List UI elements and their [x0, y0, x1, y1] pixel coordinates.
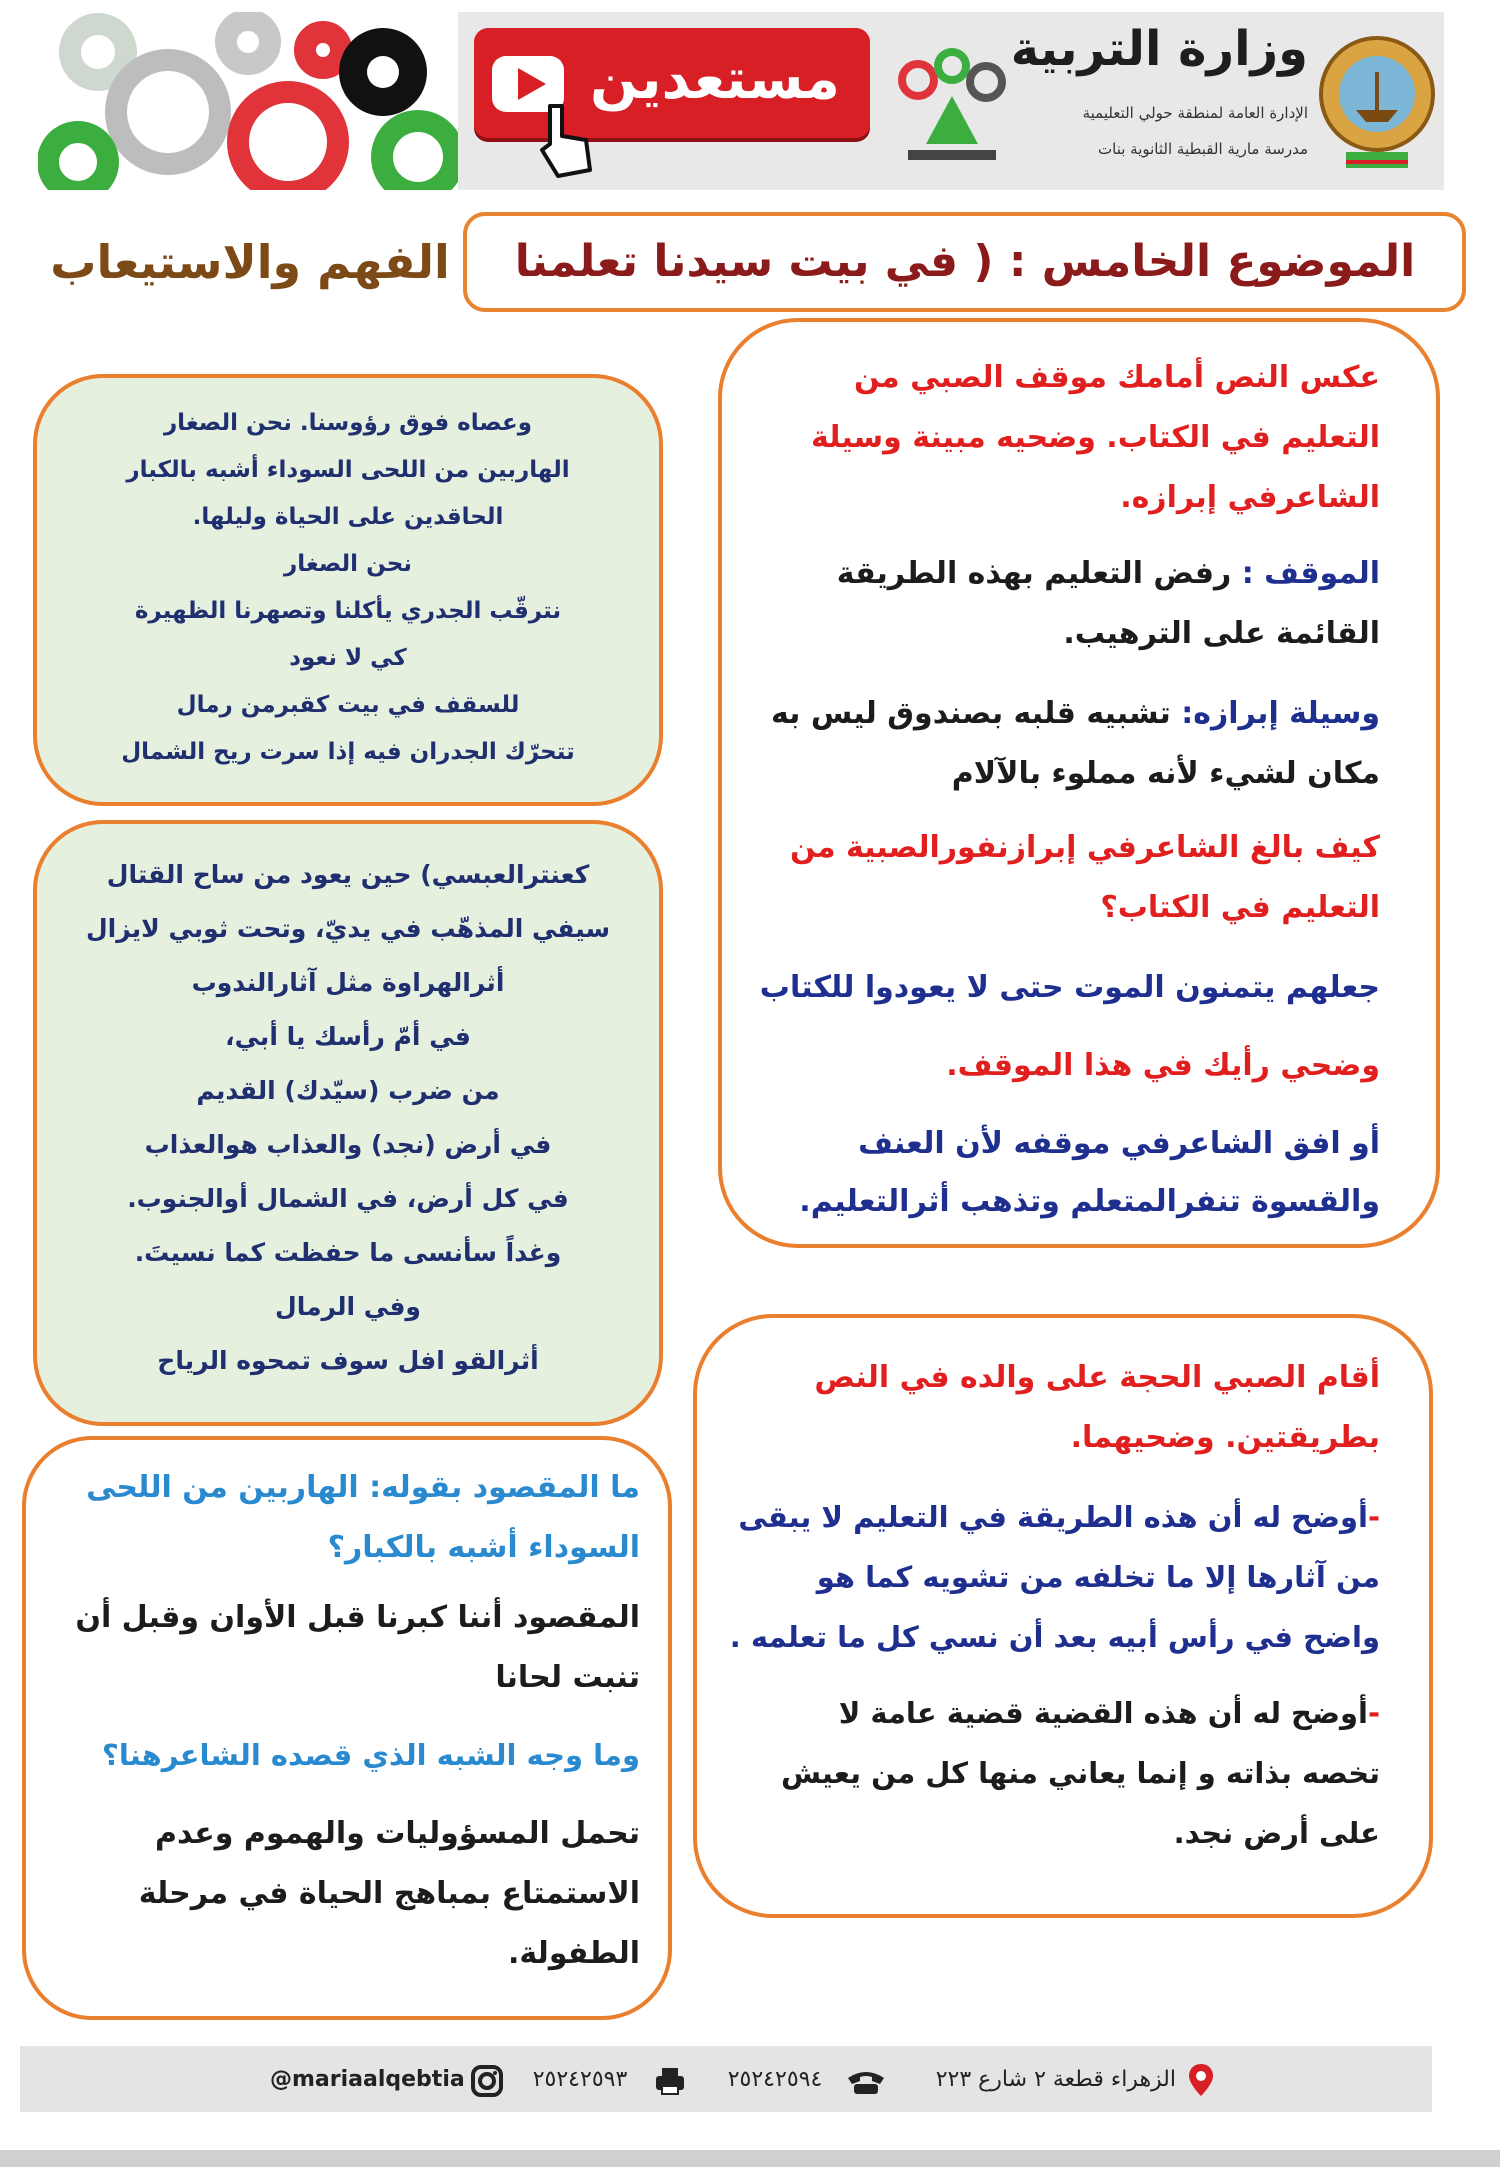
- cta-label[interactable]: مستعدين: [590, 47, 840, 112]
- kuwait-crest-icon: [1316, 22, 1438, 178]
- argument-question-line-1: أقام الصبي الحجة على والده في النص: [814, 1360, 1380, 1395]
- argument-answer-2-line-1: -أوضح له أن هذه القضية قضية عامة لا: [838, 1696, 1380, 1730]
- answer-means-line-2: مكان لشيء لأنه مملوء بالآلام: [951, 756, 1380, 791]
- question-box-meaning: [22, 1436, 672, 2020]
- poem1-line: الحاقدين على الحياة وليلها.: [192, 504, 504, 530]
- meaning-question-line-1: ما المقصود بقوله: الهاربين من اللحى: [86, 1470, 640, 1505]
- admin-line: الإدارة العامة لمنطقة حولي التعليمية: [1082, 104, 1308, 122]
- argument-answer-1-line-3: واضح في رأس أبيه بعد أن نسي كل ما تعلمه .: [729, 1620, 1380, 1654]
- dash-marker: -: [1367, 1500, 1380, 1534]
- question-1-line-2: التعليم في الكتاب. وضحيه مبينة وسيلة: [810, 420, 1380, 455]
- dash-marker: -: [1367, 1696, 1380, 1730]
- poem1-line: نترقّب الجدري يأكلنا وتصهرنا الظهيرة: [134, 598, 562, 624]
- section-title: الفهم والاستيعاب: [50, 235, 450, 289]
- poem2-line: في أرض (نجد) والعذاب هوالعذاب: [144, 1130, 552, 1159]
- answer-means-label: وسيلة إبرازه:: [1181, 696, 1380, 731]
- ministry-name: وزارة التربية: [1010, 21, 1308, 77]
- poem1-line: تتحرّك الجدران فيه إذا سرت ريح الشمال: [121, 739, 575, 765]
- meaning-answer-line-1: المقصود أننا كبرنا قبل الأوان وقبل أن: [75, 1600, 640, 1635]
- answer-position-label: الموقف :: [1241, 556, 1380, 591]
- poem1-line: كي لا نعود: [289, 645, 407, 671]
- answer-position: [760, 556, 1380, 591]
- footer-fax: ٢٥٢٤٢٥٩٣: [532, 2067, 628, 2092]
- poem1-line: وعصاه فوق رؤوسنا. نحن الصغار: [163, 410, 533, 436]
- argument-answer-1-line-1: -أوضح له أن هذه الطريقة في التعليم لا يبقى: [738, 1500, 1380, 1534]
- argument-question-line-2: بطريقتين. وضحيهما.: [1070, 1420, 1380, 1455]
- similarity-answer-line-1: تحمل المسؤوليات والهموم وعدم: [154, 1816, 640, 1851]
- meaning-question-line-2: السوداء أشبه بالكبار؟: [327, 1530, 640, 1565]
- footer-phone: ٢٥٢٤٢٥٩٤: [727, 2067, 823, 2092]
- question-2-line-1: كيف بالغ الشاعرفي إبرازنفورالصبية من: [789, 830, 1380, 865]
- poem2-line: من ضرب (سيّدك) القديم: [196, 1076, 500, 1105]
- gears-icon: [38, 12, 458, 190]
- poem2-line: سيفي المذهّب في يديّ، وتحت ثوبي لايزال: [85, 914, 611, 943]
- pointer-hand-icon: [528, 100, 598, 180]
- answer-exaggeration: جعلهم يتمنون الموت حتى لا يعودوا للكتاب: [759, 970, 1380, 1005]
- poem2-line: أثرالقو افل سوف تمحوه الرياح: [157, 1346, 539, 1375]
- answer-position-line-2: القائمة على الترهيب.: [1063, 616, 1380, 651]
- footer-instagram-handle[interactable]: @mariaalqebtia: [270, 2067, 465, 2092]
- question-1-line-3: الشاعرفي إبرازه.: [1120, 480, 1380, 515]
- footer-address: الزهراء قطعة ٢ شارع ٢٢٣: [935, 2067, 1176, 2092]
- school-line: مدرسة مارية القبطية الثانوية بنات: [1098, 140, 1308, 158]
- poem1-line: للسقف في بيت كقبرمن رمال: [176, 692, 520, 718]
- question-2-line-2: التعليم في الكتاب؟: [1100, 890, 1380, 925]
- answer-position-line-1: رفض التعليم بهذه الطريقة: [836, 556, 1242, 591]
- telephone-icon: [846, 2068, 886, 2096]
- answer-opinion-line-2: والقسوة تنفرالمتعلم وتذهب أثرالتعليم.: [799, 1184, 1380, 1219]
- instagram-icon[interactable]: [470, 2064, 504, 2098]
- poem2-line: في كل أرض، في الشمال أوالجنوب.: [127, 1184, 569, 1213]
- topic-title: الموضوع الخامس : ( في بيت سيدنا تعلمنا: [514, 236, 1416, 287]
- poem2-line: كعنترالعبسي) حين يعود من ساح القتال: [106, 860, 590, 889]
- poem2-line: أثرالهراوة مثل آثارالندوب: [191, 968, 505, 997]
- meaning-answer-line-2: تنبت لحانا: [495, 1660, 640, 1695]
- poem1-line: نحن الصغار: [284, 551, 412, 577]
- play-icon: [518, 68, 546, 100]
- argument-answer-2-line-2: تخصه بذاته و إنما يعاني منها كل من يعيش: [780, 1756, 1380, 1790]
- answer-means: [760, 696, 1380, 731]
- location-pin-icon: [1186, 2062, 1216, 2098]
- similarity-answer-line-3: الطفولة.: [507, 1936, 640, 1971]
- answer-means-line-1: تشبيه قلبه بصندوق ليس به: [770, 696, 1182, 731]
- school-logo: [888, 34, 1016, 180]
- poem2-line: وغداً سأنسى ما حفظت كما نسيتَ.: [134, 1238, 562, 1267]
- question-1-line-1: عكس النص أمامك موقف الصبي من: [854, 360, 1380, 395]
- similarity-answer-line-2: الاستمتاع بمباهج الحياة في مرحلة: [138, 1876, 640, 1911]
- similarity-question: وما وجه الشبه الذي قصده الشاعرهنا؟: [102, 1738, 640, 1772]
- argument-answer-2-line-3: على أرض نجد.: [1173, 1816, 1380, 1850]
- question-3: وضحي رأيك في هذا الموقف.: [946, 1048, 1380, 1083]
- page-bottom-edge: [0, 2150, 1500, 2167]
- answer-opinion-line-1: أو افق الشاعرفي موقفه لأن العنف: [858, 1126, 1380, 1161]
- poem2-line: وفي الرمال: [275, 1292, 421, 1321]
- poem2-line: في أمّ رأسك يا أبي،: [225, 1022, 471, 1051]
- argument-answer-1-line-2: من آثارها إلا ما تخلفه من تشويه كما هو: [816, 1560, 1380, 1594]
- poem-excerpt-2: [33, 820, 663, 1426]
- fax-icon: [654, 2066, 686, 2096]
- poem1-line: الهاربين من اللحى السوداء أشبه بالكبار: [126, 457, 570, 483]
- gears-decoration: [38, 12, 458, 190]
